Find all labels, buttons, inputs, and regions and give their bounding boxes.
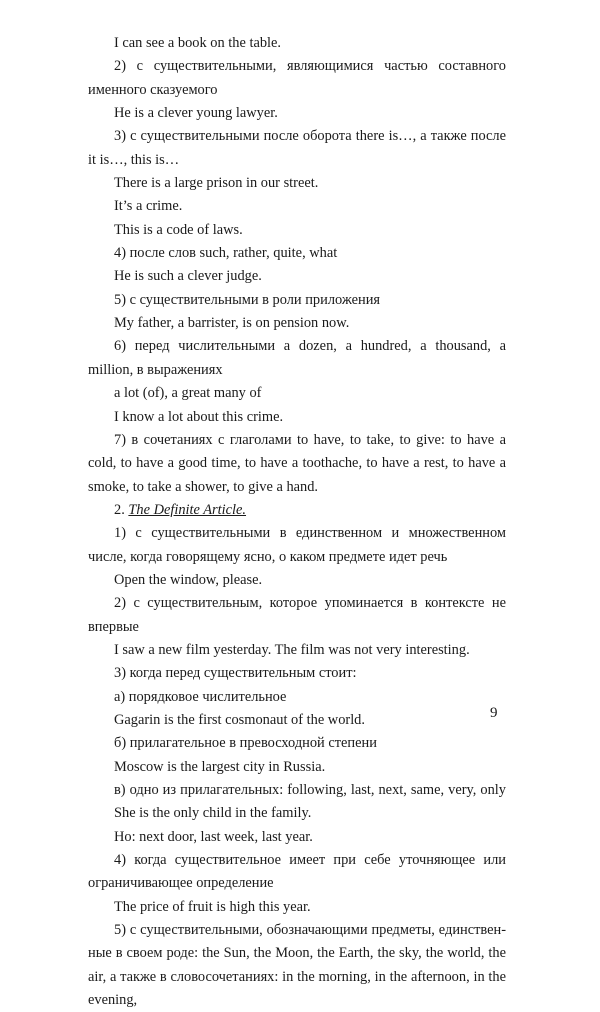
rule-item: 4) после слов such, rather, quite, what <box>114 245 338 262</box>
example-sentence: The price of fruit is high this year. <box>114 898 311 915</box>
rule-item: 4) когда существительное имеет при себе уточняющее или ограничивающее определение <box>88 852 506 892</box>
example-sentence: Gagarin is the first cosmonaut of the world. <box>114 711 365 728</box>
example-sentence: There is a large prison in our street. <box>114 175 319 192</box>
sub-item: в) одно из прилагательных: following, last, next, same, very, only <box>114 782 506 798</box>
example-sentence: I saw a new film yesterday. The film was not very interesting. <box>114 641 470 658</box>
rule-item: 3) с существительными после оборота there is…, а также после it is…, this is… <box>88 128 506 168</box>
example-sentence: He is a clever young lawyer. <box>114 105 278 122</box>
example-sentence: Moscow is the largest city in Russia. <box>114 758 326 775</box>
sub-item: а) порядковое числительное <box>114 688 287 705</box>
rule-item: 1) с существительными в единственном и множественном числе, когда говорящему ясно, о каком предмете идет речь <box>88 525 506 565</box>
rule-item: 5) с существительными в роли приложения <box>114 291 381 308</box>
sub-item: б) прилагательное в превосходной степени <box>114 735 377 752</box>
example-sentence: This is a code of laws. <box>114 221 243 238</box>
page-body <box>88 32 506 1012</box>
example-sentence: Open the window, please. <box>114 571 263 588</box>
example-sentence: a lot (of), a great many of <box>114 385 262 402</box>
rule-item: 6) перед числительными a dozen, a hundred, a thousand, a million, в выражениях <box>88 338 506 378</box>
page-number: 9 <box>490 705 498 721</box>
example-sentence: I know a lot about this crime. <box>114 408 284 425</box>
section-number: 2. <box>114 501 129 518</box>
rule-item: 7) в сочетаниях с глаголами to have, to take, to give: to have a cold, to have a good time, to have a toothache, to have a rest, to have a smoke, to take a shower, to give a hand. <box>88 431 506 495</box>
section-title: The Definite Article. <box>128 501 247 518</box>
example-sentence: He is such a clever judge. <box>114 268 262 285</box>
example-sentence: My father, a barrister, is on pension now. <box>114 315 350 332</box>
example-sentence: She is the only child in the family. <box>114 805 312 822</box>
rule-item: 2) с существительными, являющимися частью составного именного сказуемого <box>88 58 506 98</box>
example-sentence: It’s a crime. <box>114 198 183 215</box>
example-sentence: I can see a book on the table. <box>114 35 282 51</box>
rule-item: 3) когда перед существительным стоит: <box>114 665 357 682</box>
example-sentence: Но: next door, last week, last year. <box>114 828 313 845</box>
section-heading <box>88 499 506 522</box>
rule-item: 5) с существительными, обозначающими предметы, единствен-ные в своем роде: the Sun, the Moon, the Earth, the sky, the world, the air, а также в словосочетаниях: in the morning, in the afternoon, in the evening, <box>88 922 506 1009</box>
rule-item: 2) с существительным, которое упоминается в контексте не впервые <box>88 595 506 635</box>
